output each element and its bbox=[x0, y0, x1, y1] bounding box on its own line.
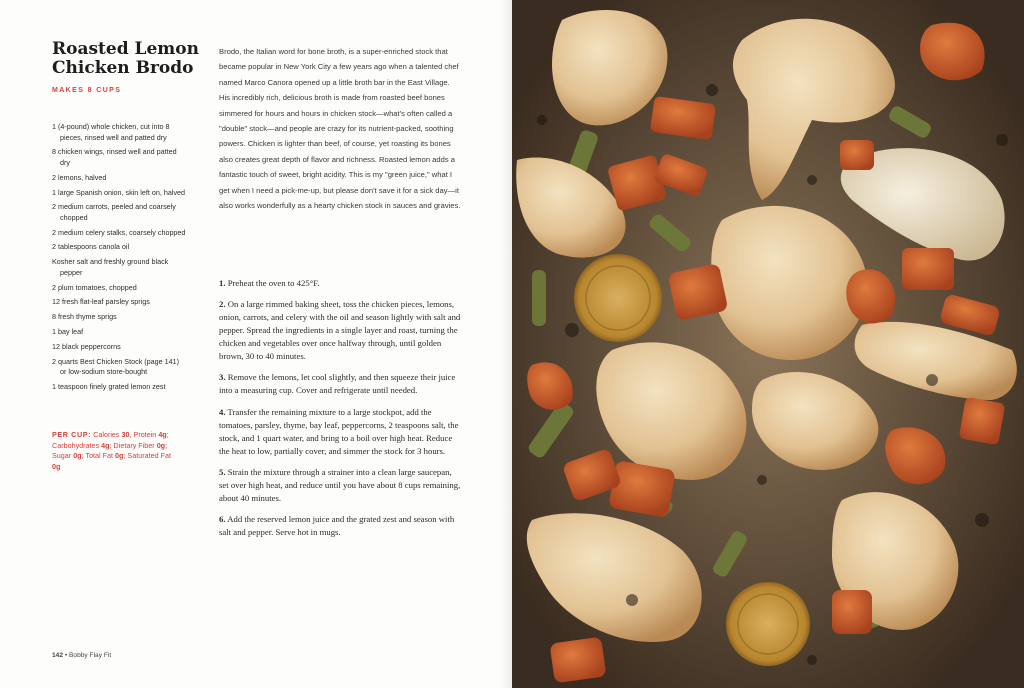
method-step: 2. On a large rimmed baking sheet, toss the chicken pieces, lemons, onion, carrots, and celery with the oil and season lightly with salt and pepper. Spread the ingredients in a single layer and roast, turning the chicken and vegetables over once halfway through, until golden brown, 30 to 40 minutes. bbox=[219, 299, 461, 362]
page-gutter bbox=[500, 0, 512, 688]
method-steps bbox=[219, 277, 463, 547]
nutrition-item: Carbohydrates 4g bbox=[52, 440, 110, 450]
page-number: 142 bbox=[52, 652, 64, 659]
method-step: 5. Strain the mixture through a strainer into a clean large saucepan, set over high heat, and reduce until you have about 8 cups remaining, about 40 minutes. bbox=[219, 466, 461, 503]
nutrition-item: Protein 4g bbox=[133, 430, 167, 439]
ingredient-item: 1 bay leaf bbox=[52, 326, 84, 336]
ingredient-item: Kosher salt and freshly ground black pepper bbox=[52, 257, 169, 277]
ingredient-item: 1 teaspoon finely grated lemon zest bbox=[52, 381, 166, 391]
ingredient-item: 2 tablespoons canola oil bbox=[52, 242, 130, 252]
ingredient-item: 8 fresh thyme sprigs bbox=[52, 312, 117, 322]
nutrition-item: Sugar 0g bbox=[52, 451, 82, 461]
ingredient-item: 2 medium celery stalks, coarsely chopped bbox=[52, 227, 186, 237]
ingredient-item: 12 black peppercorns bbox=[52, 341, 121, 351]
method-step: 4. Transfer the remaining mixture to a large stockpot, add the tomatoes, parsley, thyme, bay leaf, peppercorns, 2 teaspoons salt, the stock, and 1 quart water, and bring to a boil over high heat. Reduce the heat to low, partially cover, and simmer the stock for 3 hours. bbox=[219, 406, 459, 456]
recipe-title: Roasted Lemon Chicken Brodo bbox=[52, 39, 199, 78]
ingredient-item: 2 quarts Best Chicken Stock (page 141) or low-sodium store-bought bbox=[52, 356, 180, 377]
ingredient-item: 8 chicken wings, rinsed well and patted dry bbox=[52, 147, 177, 167]
method-step: 1. Preheat the oven to 425°F. bbox=[219, 278, 320, 288]
page-footer bbox=[52, 652, 111, 659]
nutrition-info: PER CUP: Calories 30, Protein 4g; Carbohydrates 4g; Dietary Fiber 0g; Sugar 0g; Total Fat 0g; Saturated Fat 0g bbox=[52, 430, 171, 471]
nutrition-item: Saturated Fat 0g bbox=[52, 451, 171, 471]
ingredient-list bbox=[52, 122, 186, 397]
book-title: Bobby Flay Fit bbox=[69, 652, 112, 659]
recipe-yield: MAKES 8 CUPS bbox=[52, 87, 122, 94]
nutrition-item: Total Fat 0g bbox=[85, 451, 124, 461]
nutrition-item: Dietary Fiber 0g bbox=[113, 440, 166, 450]
ingredient-item: 2 plum tomatoes, chopped bbox=[52, 282, 137, 292]
ingredient-item: 2 medium carrots, peeled and coarsely chopped bbox=[52, 202, 176, 222]
nutrition-item: Calories 30 bbox=[93, 430, 130, 439]
ingredient-item: 2 lemons, halved bbox=[52, 172, 107, 182]
ingredient-item: 1 large Spanish onion, skin left on, halved bbox=[52, 187, 186, 197]
footer-separator: • bbox=[64, 652, 68, 659]
method-step: 6. Add the reserved lemon juice and the grated zest and season with salt and pepper. Serve hot in mugs. bbox=[219, 513, 455, 537]
roasted-sheet-pan-image bbox=[512, 0, 1024, 688]
nutrition-label: PER CUP: bbox=[52, 430, 92, 439]
ingredient-item: 1 (4-pound) whole chicken, cut into 8 pieces, rinsed well and patted dry bbox=[52, 122, 170, 142]
food-photo bbox=[512, 0, 1024, 688]
method-step: 3. Remove the lemons, let cool slightly, and then squeeze their juice into a measuring cup. Cover and refrigerate until needed. bbox=[219, 372, 456, 396]
ingredient-item: 12 fresh flat-leaf parsley sprigs bbox=[52, 297, 150, 307]
recipe-intro: Brodo, the Italian word for bone broth, is a super-enriched stock that became popular in New York City a few years ago when a talented chef named Marco Canora opened up a little broth bar in the East Village. His incredibly rich, delicious broth is made from roasted beef bones simmered for hours and hours in chicken stock—what's often called a "double" stock—and people are crazy for its nutrient-packed, soothing powers. Chicken is lighter than beef, of course, yet roasting its bones also creates great depth of flavor and richness. Roasted lemon adds a fantastic touch of sweet, bright acidity. This is my "green juice," what I get when I need a pick-me-up, but please don't save it for a sick day—it also works wonderfully as a hearty chicken stock in sauces and gravies. bbox=[219, 47, 461, 211]
